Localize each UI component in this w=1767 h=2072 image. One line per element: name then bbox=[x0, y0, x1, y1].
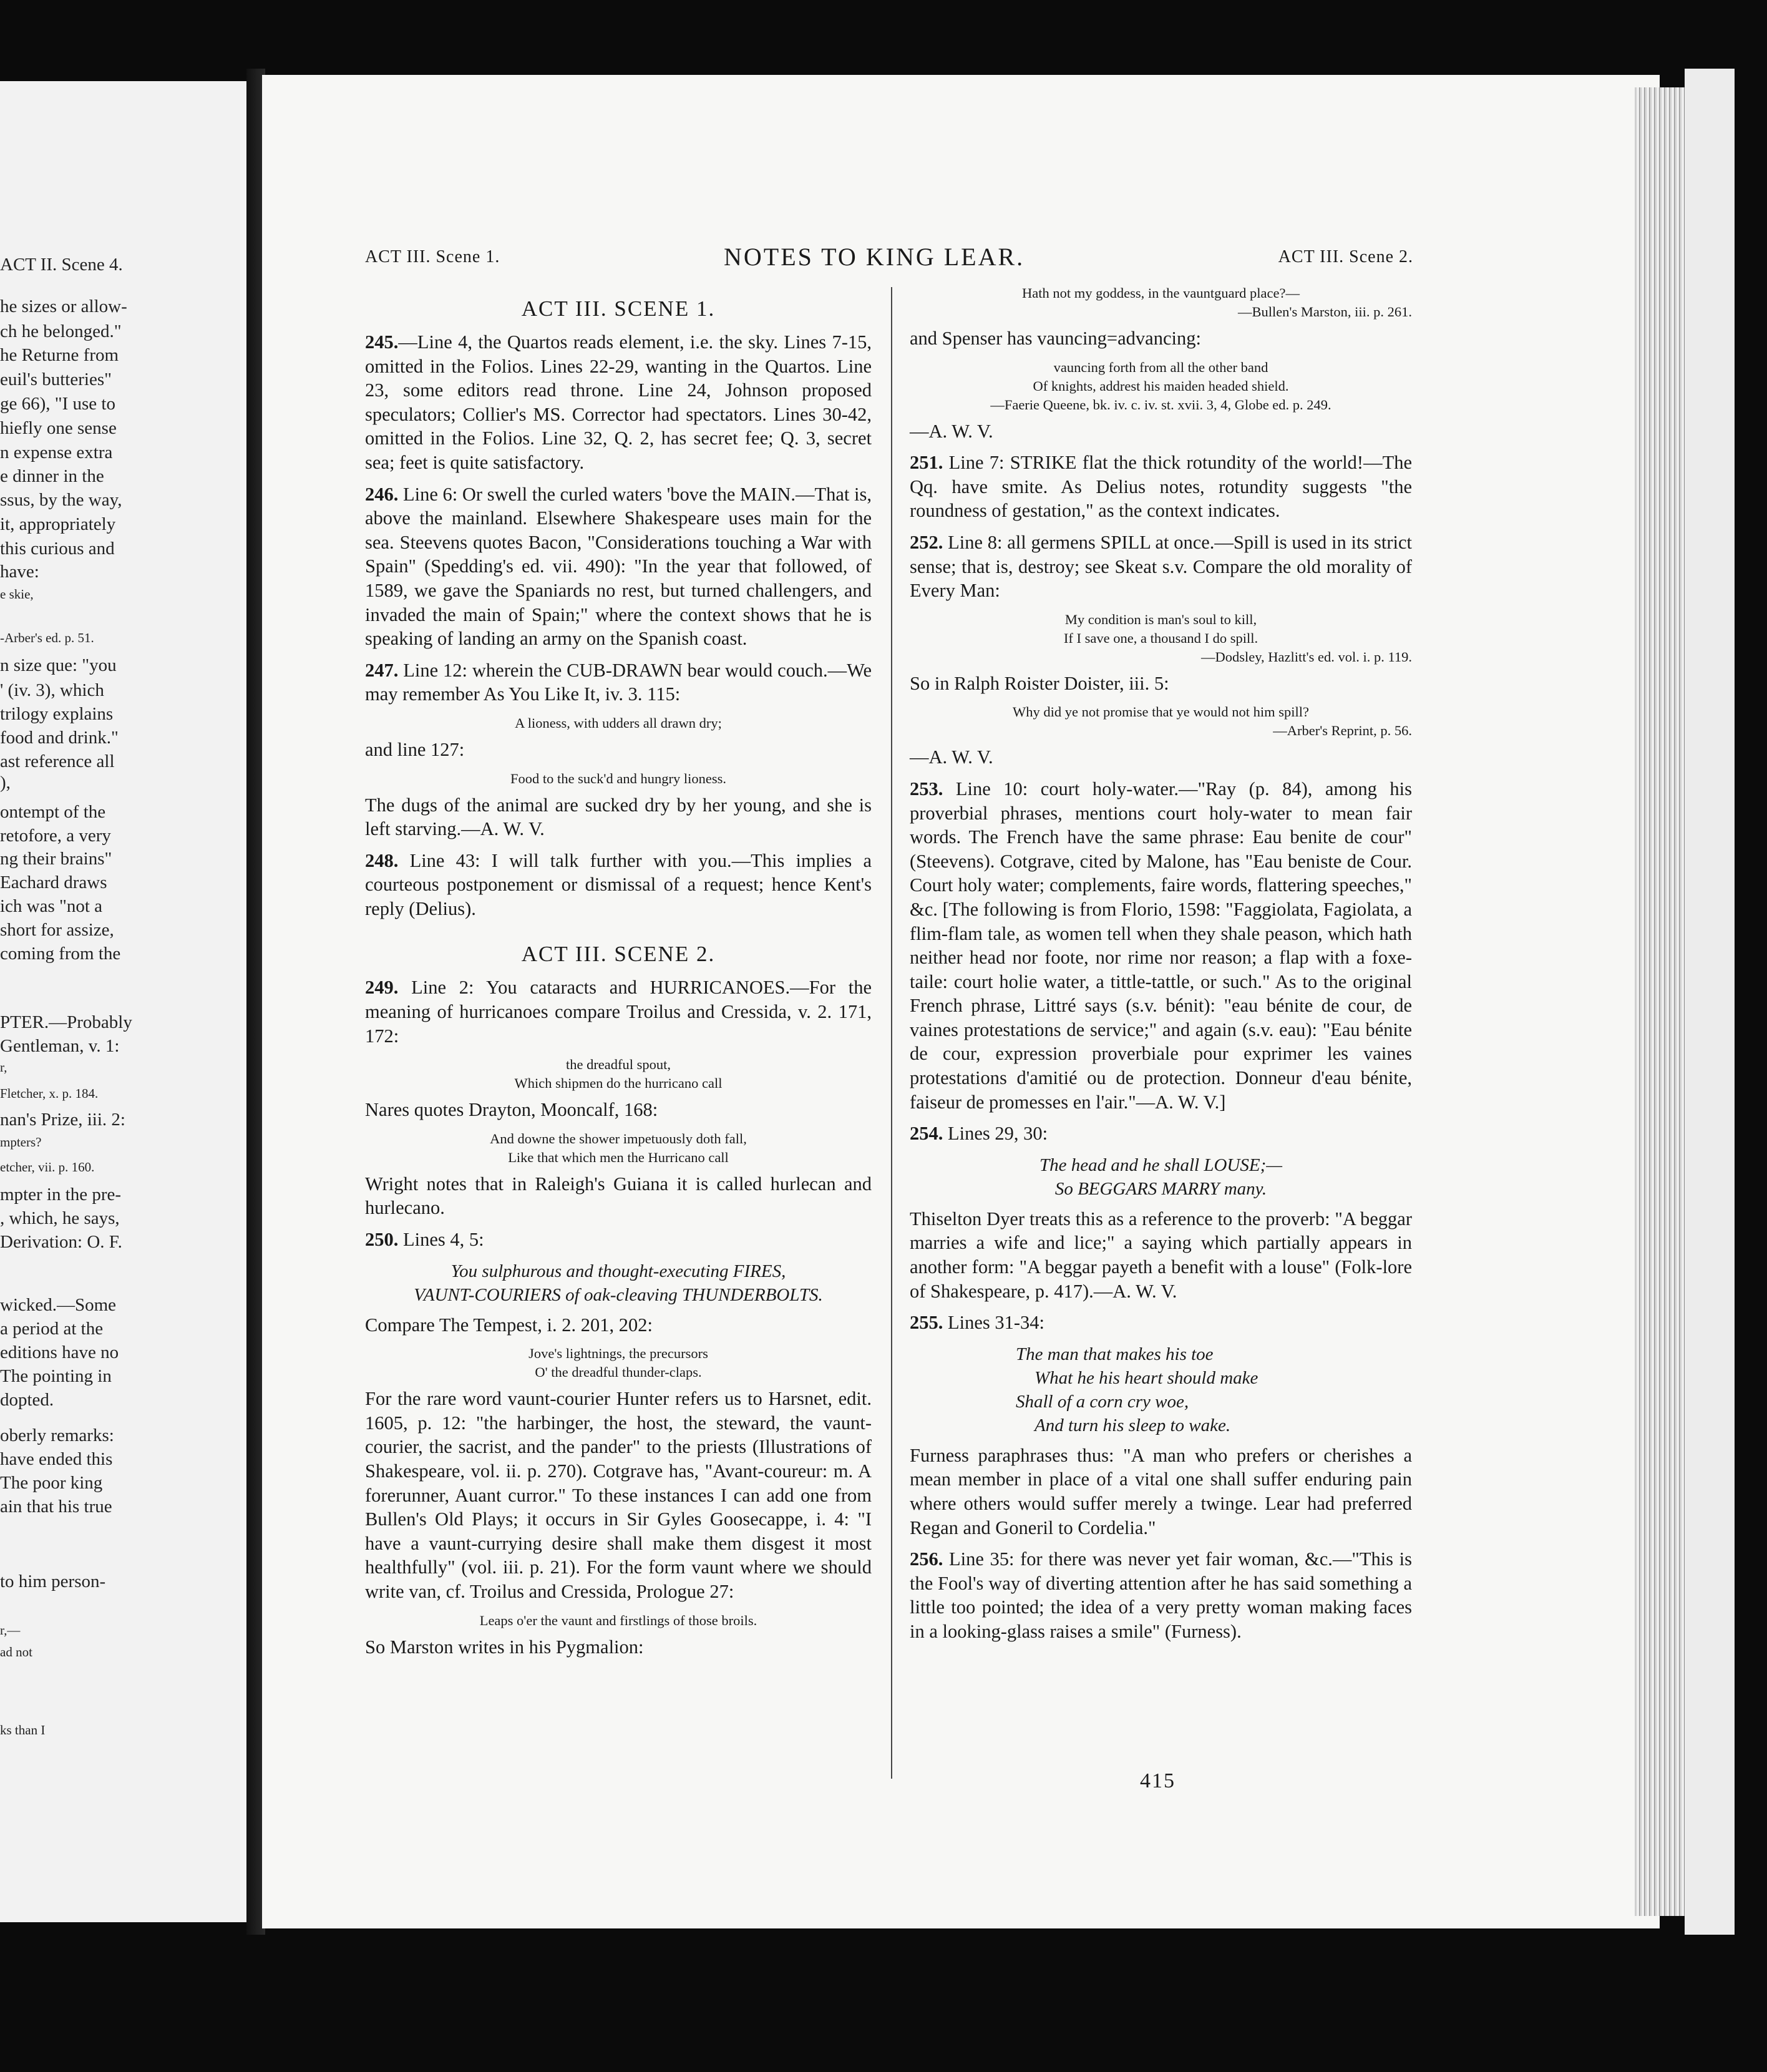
verse-line: The man that makes his toe bbox=[1016, 1344, 1214, 1364]
previous-page-line: euil's butteries" bbox=[0, 369, 112, 389]
quotation bbox=[910, 703, 1412, 740]
note-continuation: Thiselton Dyer treats this as a reference to the proverb: "A beggar marries a wife and lice;" a saying which partially appears in another form: "A beggar payeth a benefit with a louse" (Folk-lore of Shakespeare, p. 417).—A. W. V. bbox=[910, 1208, 1412, 1302]
verse-line: The head and he shall LOUSE;— bbox=[1039, 1155, 1283, 1175]
note-245 bbox=[365, 330, 872, 475]
previous-page-line: PTER.—Probably bbox=[0, 1012, 132, 1032]
page-edges bbox=[1635, 87, 1691, 1916]
note-text: Lines 4, 5: bbox=[403, 1229, 484, 1251]
quote-line: vauncing forth from all the other band bbox=[1053, 359, 1268, 375]
quote-line: A lioness, with udders all drawn dry; bbox=[515, 715, 722, 731]
quote-line: My condition is man's soul to kill, bbox=[1064, 611, 1257, 627]
note-continuation: Furness paraphrases thus: "A man who prefers or cherishes a mean member in place of a vital one shall suffer enduring pain where others would suffer merely a twinge. Lear had preferred Regan and Goneril to Cordelia." bbox=[910, 1444, 1412, 1538]
note-256 bbox=[910, 1547, 1412, 1643]
note-continuation: Wright notes that in Raleigh's Guiana it is called hurlecan and hurlecano. bbox=[365, 1173, 872, 1219]
previous-page-line: ast reference all bbox=[0, 751, 115, 771]
previous-page-line: e skie, bbox=[0, 587, 34, 602]
scene-heading: ACT III. SCENE 1. bbox=[521, 296, 716, 321]
note-number: 255. bbox=[910, 1312, 943, 1334]
previous-page-line: ch he belonged." bbox=[0, 321, 122, 341]
note-continuation: The dugs of the animal are sucked dry by her young, and she is left starving.—A. W. V. bbox=[365, 794, 872, 840]
previous-page-line: ssus, by the way, bbox=[0, 490, 122, 510]
note-number: 251. bbox=[910, 452, 943, 474]
signature: —A. W. V. bbox=[910, 420, 993, 442]
previous-page-line: n expense extra bbox=[0, 442, 113, 462]
note-247 bbox=[365, 658, 872, 706]
quote-line: Like that which men the Hurricano call bbox=[508, 1149, 729, 1165]
previous-page-line: hiefly one sense bbox=[0, 418, 117, 438]
note-text: Line 6: Or swell the curled waters 'bove the MAIN.—That is, above the mainland. Elsewhere Shakespeare uses main for the sea. Steevens quotes Bacon, "Considerations touching a War with Spain" (Spedding's ed. vii. 490): "In the year that followed, of 1589, we gave the Spaniards no rest, but turned challengers, and invaded the main of Spain;" where the context shows that he is speaking of landing an army on the Spanish coast. bbox=[365, 483, 872, 650]
verse bbox=[910, 1153, 1412, 1201]
previous-page-line: etcher, vii. p. 160. bbox=[0, 1160, 95, 1175]
quote-line: Why did ye not promise that ye would not him spill? bbox=[1013, 704, 1309, 720]
note-number: 249. bbox=[365, 977, 399, 999]
previous-page-line: retofore, a very bbox=[0, 826, 111, 846]
note-254 bbox=[910, 1122, 1412, 1146]
note-255 bbox=[910, 1311, 1412, 1335]
note-251 bbox=[910, 451, 1412, 523]
quote-line: Jove's lightnings, the precursors bbox=[528, 1346, 708, 1362]
quote-line: Leaps o'er the vaunt and firstlings of those broils. bbox=[479, 1612, 757, 1628]
previous-page-line: mpter in the pre- bbox=[0, 1185, 122, 1205]
verse-line: What he his heart should make bbox=[1034, 1367, 1258, 1388]
quote-line: Which shipmen do the hurricano call bbox=[514, 1075, 723, 1092]
note-text: Line 8: all germens SPILL at once.—Spill is used in its strict sense; that is, destroy; see Skeat s.v. Compare the old morality of Every Man: bbox=[910, 531, 1413, 602]
quote-line: the dreadful spout, bbox=[565, 1057, 671, 1073]
previous-page-line: Eachard draws bbox=[0, 872, 107, 892]
quotation bbox=[365, 770, 872, 788]
previous-page-line: a period at the bbox=[0, 1319, 104, 1339]
note-text: Line 7: STRIKE flat the thick rotundity of the world!—The Qq. have smite. As Delius notes, rotundity suggests "the roundness of gestation," as the context indicates. bbox=[910, 452, 1412, 522]
previous-page-line: ), bbox=[0, 773, 11, 793]
left-column bbox=[365, 284, 872, 1666]
previous-page-line: Fletcher, x. p. 184. bbox=[0, 1086, 99, 1101]
verse-line: You sulphurous and thought-executing FIRES, bbox=[450, 1261, 786, 1281]
running-head-right: ACT III. Scene 2. bbox=[1278, 247, 1413, 266]
note-248 bbox=[365, 849, 872, 921]
verse bbox=[910, 1342, 1412, 1437]
quote-line: Of knights, addrest his maiden headed shield. bbox=[1033, 378, 1289, 394]
verse-line: So BEGGARS MARRY many. bbox=[1054, 1178, 1267, 1199]
previous-page-line: editions have no bbox=[0, 1342, 119, 1362]
previous-page-line: this curious and bbox=[0, 539, 115, 559]
column-rule bbox=[891, 287, 892, 1779]
note-continuation: Compare The Tempest, i. 2. 201, 202: bbox=[365, 1314, 653, 1336]
quotation bbox=[910, 284, 1412, 321]
previous-page-line: short for assize, bbox=[0, 920, 114, 940]
verse-line: VAUNT-COURIERS of oak-cleaving THUNDERBOLTS. bbox=[414, 1284, 823, 1305]
quotation bbox=[365, 1344, 872, 1382]
previous-page-line: food and drink." bbox=[0, 728, 119, 748]
previous-page-line: ontempt of the bbox=[0, 802, 106, 822]
previous-page-line: r,— bbox=[0, 1623, 21, 1638]
note-252 bbox=[910, 530, 1412, 603]
running-head bbox=[365, 242, 1413, 273]
note-number: 250. bbox=[365, 1229, 399, 1251]
previous-page-line: it, appropriately bbox=[0, 514, 116, 534]
previous-page-line: dopted. bbox=[0, 1390, 54, 1410]
quotation bbox=[365, 714, 872, 733]
previous-page-line: to him person- bbox=[0, 1571, 106, 1591]
note-number: 256. bbox=[910, 1548, 943, 1570]
verse-line: Shall of a corn cry woe, bbox=[1016, 1391, 1189, 1412]
previous-page bbox=[0, 81, 246, 1922]
note-continuation: So in Ralph Roister Doister, iii. 5: bbox=[910, 672, 1169, 694]
note-continuation: So Marston writes in his Pygmalion: bbox=[365, 1636, 644, 1658]
previous-page-line: he sizes or allow- bbox=[0, 296, 127, 316]
previous-page-line: ks than I bbox=[0, 1723, 46, 1737]
page-number: 415 bbox=[1140, 1769, 1176, 1792]
previous-page-line: ich was "not a bbox=[0, 896, 103, 916]
note-number: 245. bbox=[365, 331, 399, 353]
previous-page-line: ng their brains" bbox=[0, 849, 112, 869]
quote-line: Hath not my goddess, in the vauntguard place?— bbox=[1022, 285, 1300, 301]
note-253 bbox=[910, 777, 1412, 1114]
quote-line: If I save one, a thousand I do spill. bbox=[1063, 630, 1258, 646]
previous-page-line: ad not bbox=[0, 1644, 32, 1659]
quote-source: —Bullen's Marston, iii. p. 261. bbox=[1237, 304, 1412, 320]
note-249 bbox=[365, 975, 872, 1048]
note-number: 247. bbox=[365, 659, 399, 681]
note-text: Lines 29, 30: bbox=[948, 1123, 1048, 1145]
running-head-title: NOTES TO KING LEAR. bbox=[724, 243, 1025, 271]
previous-page-line: ACT II. Scene 4. bbox=[0, 255, 123, 275]
note-text: Line 10: court holy-water.—"Ray (p. 84), among his proverbial phrases, mentions court holy-water to mean fair words. The French have the same phrase: Eau benite de cour" (Steevens). Cotgrave, cited by Malone, has "Eau beniste de Cour. Court holy water; complements, faire words, flattering speeches," &c. [The following is from Florio, 1598: "Faggiolata, Fagiolata, a flim-flam tale, as women tell when they shale peason, which hath neither head nor foote, nor rime nor reason; a flap with a foxe-taile: court holie water, a tittle-tattle, or such." As to the original French phrase, Littré says (s.v. bénit): "eau bénite de cour, de vaines protestations de service;" and again (s.v. eau): "Eau bénite de cour, expression proverbiale pour exprimer les vaines protestations d'amitié ou de protection. Donneur d'eau bénite, faiseur de promesses en l'air."—A. W. V.] bbox=[910, 778, 1413, 1113]
previous-page-line: The poor king bbox=[0, 1473, 103, 1493]
quote-line: O' the dreadful thunder-claps. bbox=[535, 1364, 702, 1381]
previous-page-line: he Returne from bbox=[0, 345, 119, 365]
note-continuation: and Spenser has vauncing=advancing: bbox=[910, 328, 1201, 349]
previous-page-line: The pointing in bbox=[0, 1366, 112, 1386]
quote-source: —Dodsley, Hazlitt's ed. vol. i. p. 119. bbox=[1201, 648, 1412, 665]
previous-page-line: r, bbox=[0, 1060, 7, 1075]
note-text: Line 12: wherein the CUB-DRAWN bear would couch.—We may remember As You Like It, iv. 3. 115: bbox=[365, 659, 872, 705]
note-text: Lines 31-34: bbox=[948, 1312, 1045, 1334]
note-number: 246. bbox=[365, 483, 399, 505]
previous-page-line: coming from the bbox=[0, 944, 121, 964]
previous-page-line: nan's Prize, iii. 2: bbox=[0, 1110, 125, 1130]
previous-page-line: e dinner in the bbox=[0, 466, 104, 486]
previous-page-line: Derivation: O. F. bbox=[0, 1232, 122, 1252]
note-246 bbox=[365, 482, 872, 651]
previous-page-line: have ended this bbox=[0, 1449, 113, 1469]
page-margin-edge bbox=[1685, 69, 1735, 1935]
previous-page-line: ge 66), "I use to bbox=[0, 394, 115, 414]
note-continuation: and line 127: bbox=[365, 738, 465, 760]
previous-page-line: Gentleman, v. 1: bbox=[0, 1036, 120, 1056]
quotation bbox=[910, 610, 1412, 667]
note-text: Line 43: I will talk further with you.—This implies a courteous postponement or dismissal of a request; hence Kent's reply (Delius). bbox=[365, 849, 872, 919]
note-250 bbox=[365, 1228, 872, 1252]
note-text: Line 2: You cataracts and HURRICANOES.—For the meaning of hurricanoes compare Troilus and Cressida, v. 2. 171, 172: bbox=[365, 977, 872, 1047]
previous-page-line: ain that his true bbox=[0, 1497, 112, 1517]
previous-page-line: -Arber's ed. p. 51. bbox=[0, 630, 94, 645]
note-number: 253. bbox=[910, 778, 943, 799]
previous-page-line: trilogy explains bbox=[0, 704, 114, 724]
quote-source: —Faerie Queene, bk. iv. c. iv. st. xvii. 3, 4, Globe ed. p. 249. bbox=[990, 396, 1331, 413]
quotation bbox=[365, 1130, 872, 1167]
quote-line: And downe the shower impetuously doth fall, bbox=[490, 1130, 747, 1146]
previous-page-line: ' (iv. 3), which bbox=[0, 680, 104, 700]
scene-heading: ACT III. SCENE 2. bbox=[521, 942, 716, 967]
running-head-left: ACT III. Scene 1. bbox=[365, 247, 500, 266]
verse-line: And turn his sleep to wake. bbox=[1034, 1415, 1231, 1435]
note-continuation: For the rare word vaunt-courier Hunter refers us to Harsnet, edit. 1605, p. 12: "the harbinger, the host, the steward, the vaunt-courier, the sacrist, and the pander" to the priests (Illustrations of Shakespeare, vol. ii. p. 270). Cotgrave has, "Avant-coureur: m. A forerunner, Auant curror." To these instances I can add one from Bullen's Old Plays; it occurs in Sir Gyles Goosecappe, i. 4: "I have a vaunt-currying desire shall make them disgest it most healthfully" (vol. iii. p. 21). For the form vaunt where we should write van, cf. Troilus and Cressida, Prologue 27: bbox=[365, 1388, 872, 1602]
previous-page-line: mpters? bbox=[0, 1135, 42, 1150]
note-text: —Line 4, the Quartos reads element, i.e. the sky. Lines 7-15, omitted in the Folios. Lines 22-29, wanting in the Quartos. Line 23, some editors read throne. Line 24, Johnson proposed speculators; Collier's MS. Corrector had spectators. Lines 30-42, omitted in the Folios. Line 32, Q. 2, has secret fee; Q. 3, secret sea; feet is quite satisfactory. bbox=[365, 331, 872, 473]
quotation bbox=[910, 358, 1412, 414]
verse bbox=[365, 1259, 872, 1307]
note-number: 248. bbox=[365, 849, 399, 871]
note-number: 252. bbox=[910, 531, 943, 553]
previous-page-line: have: bbox=[0, 562, 39, 582]
quote-line: Food to the suck'd and hungry lioness. bbox=[510, 770, 726, 786]
quotation bbox=[365, 1055, 872, 1093]
quote-source: —Arber's Reprint, p. 56. bbox=[1273, 723, 1412, 739]
previous-page-line: oberly remarks: bbox=[0, 1425, 114, 1445]
previous-page-line: , which, he says, bbox=[0, 1208, 120, 1228]
note-text: Line 35: for there was never yet fair woman, &c.—"This is the Fool's way of diverting attention after he has said something a little too pointed; the idea of a very pretty woman making faces in a looking-glass raises a smile" (Furness). bbox=[910, 1548, 1413, 1642]
note-continuation: Nares quotes Drayton, Mooncalf, 168: bbox=[365, 1099, 658, 1121]
signature: —A. W. V. bbox=[910, 746, 993, 768]
previous-page-line: n size que: "you bbox=[0, 655, 117, 675]
quotation bbox=[365, 1611, 872, 1630]
right-column bbox=[910, 284, 1412, 1651]
note-number: 254. bbox=[910, 1123, 943, 1145]
previous-page-line: wicked.—Some bbox=[0, 1295, 117, 1315]
